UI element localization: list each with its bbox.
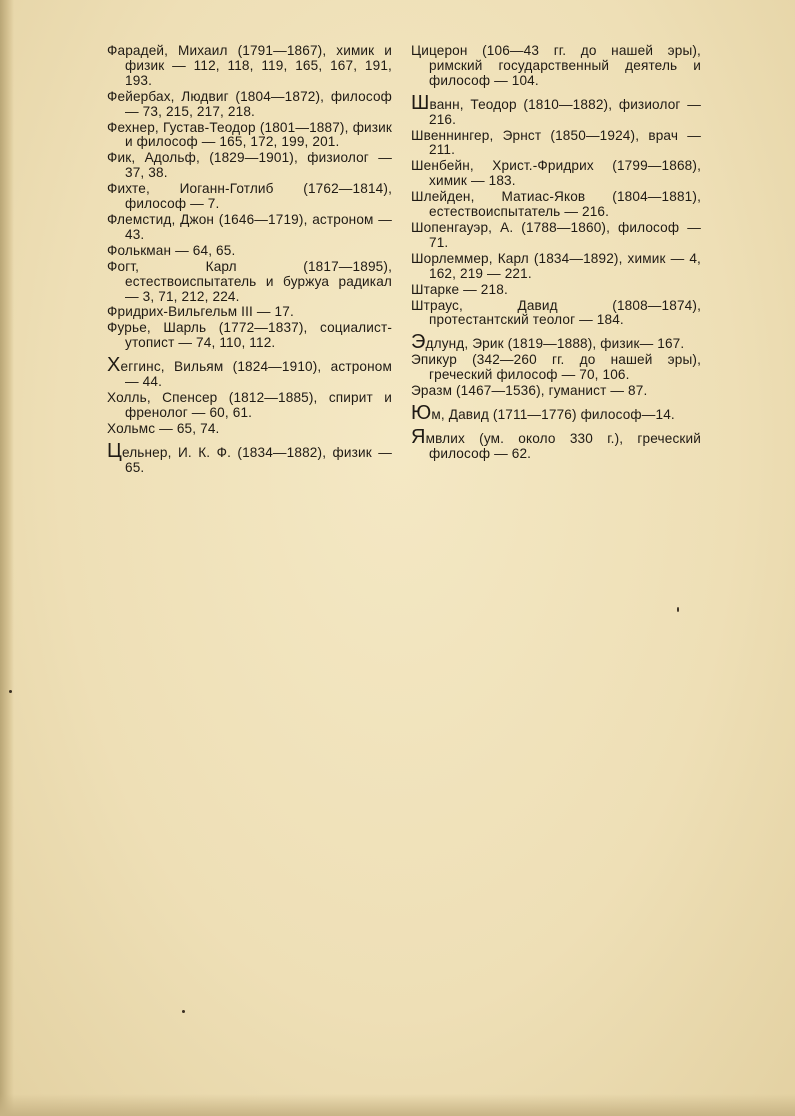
index-entry: Фурье, Шарль (1772—1837), социалист-утопист — 74, 110, 112. bbox=[107, 320, 392, 351]
index-entry: Хеггинс, Вильям (1824—1910), астроном — 44. bbox=[107, 354, 392, 390]
index-entry: Холль, Спенсер (1812—1885), спирит и френолог — 60, 61. bbox=[107, 389, 392, 420]
index-entry: Фехнер, Густав-Теодор (1801—1887), физик и философ — 165, 172, 199, 201. bbox=[107, 119, 392, 150]
index-entry: Эдлунд, Эрик (1819—1888), физик— 167. bbox=[411, 331, 685, 354]
letter-initial: Ц bbox=[107, 439, 122, 462]
letter-initial: Ю bbox=[411, 401, 432, 424]
letter-initial: Ш bbox=[411, 91, 430, 114]
index-entry: Штарке — 218. bbox=[411, 281, 508, 297]
index-entry: Фик, Адольф, (1829—1901), физиолог — 37, 38. bbox=[107, 150, 392, 181]
index-entry: Ямвлих (ум. около 330 г.), греческий философ — 62. bbox=[411, 425, 701, 461]
paper-speck bbox=[182, 1010, 185, 1013]
index-entry: Цицерон (106—43 гг. до нашей эры), римский государственный деятель и философ — 104. bbox=[411, 43, 701, 88]
index-entry: Эразм (1467—1536), гуманист — 87. bbox=[411, 383, 648, 399]
index-entry: Штраус, Давид (1808—1874), протестантский теолог — 184. bbox=[411, 297, 701, 328]
index-entry: Шванн, Теодор (1810—1882), физиолог — 216. bbox=[411, 91, 701, 127]
paper-speck bbox=[9, 690, 12, 693]
index-entry: Швеннингер, Эрнст (1850—1924), врач — 211. bbox=[411, 127, 701, 158]
index-column-right bbox=[411, 44, 701, 463]
index-entry: Хольмс — 65, 74. bbox=[107, 420, 220, 436]
index-entry: Шлейден, Матиас-Яков (1804—1881), естествоиспытатель — 216. bbox=[411, 189, 701, 220]
index-entry: Фейербах, Людвиг (1804—1872), философ — 73, 215, 217, 218. bbox=[107, 88, 392, 119]
letter-initial: Я bbox=[411, 425, 426, 448]
index-entry: Фолькман — 64, 65. bbox=[107, 242, 236, 258]
index-entry: Флемстид, Джон (1646—1719), астроном — 43. bbox=[107, 211, 392, 242]
index-entry: Юм, Давид (1711—1776) философ—14. bbox=[411, 401, 675, 424]
letter-initial: Э bbox=[411, 331, 426, 354]
index-entry: Фогт, Карл (1817—1895), естествоиспытатель и буржуа радикал — 3, 71, 212, 224. bbox=[107, 258, 392, 304]
index-entry: Фарадей, Михаил (1791—1867), химик и физик — 112, 118, 119, 165, 167, 191, 193. bbox=[107, 43, 392, 88]
index-entry: Фридрих-Вильгельм III — 17. bbox=[107, 304, 294, 320]
index-column-left bbox=[107, 44, 392, 476]
letter-initial: Х bbox=[107, 354, 121, 377]
paper-speck bbox=[677, 607, 679, 612]
index-entry: Шенбейн, Христ.-Фридрих (1799—1868), химик — 183. bbox=[411, 158, 701, 189]
binding-edge bbox=[0, 0, 14, 1116]
index-entry: Шопенгауэр, А. (1788—1860), философ — 71. bbox=[411, 219, 701, 250]
index-entry: Эпикур (342—260 гг. до нашей эры), греческий философ — 70, 106. bbox=[411, 352, 701, 383]
index-entry: Цельнер, И. К. Ф. (1834—1882), физик — 65. bbox=[107, 439, 392, 475]
page-bottom-shadow bbox=[0, 1094, 795, 1116]
index-entry: Фихте, Иоганн-Готлиб (1762—1814), философ — 7. bbox=[107, 181, 392, 212]
index-entry: Шорлеммер, Карл (1834—1892), химик — 4, 162, 219 — 221. bbox=[411, 250, 701, 281]
